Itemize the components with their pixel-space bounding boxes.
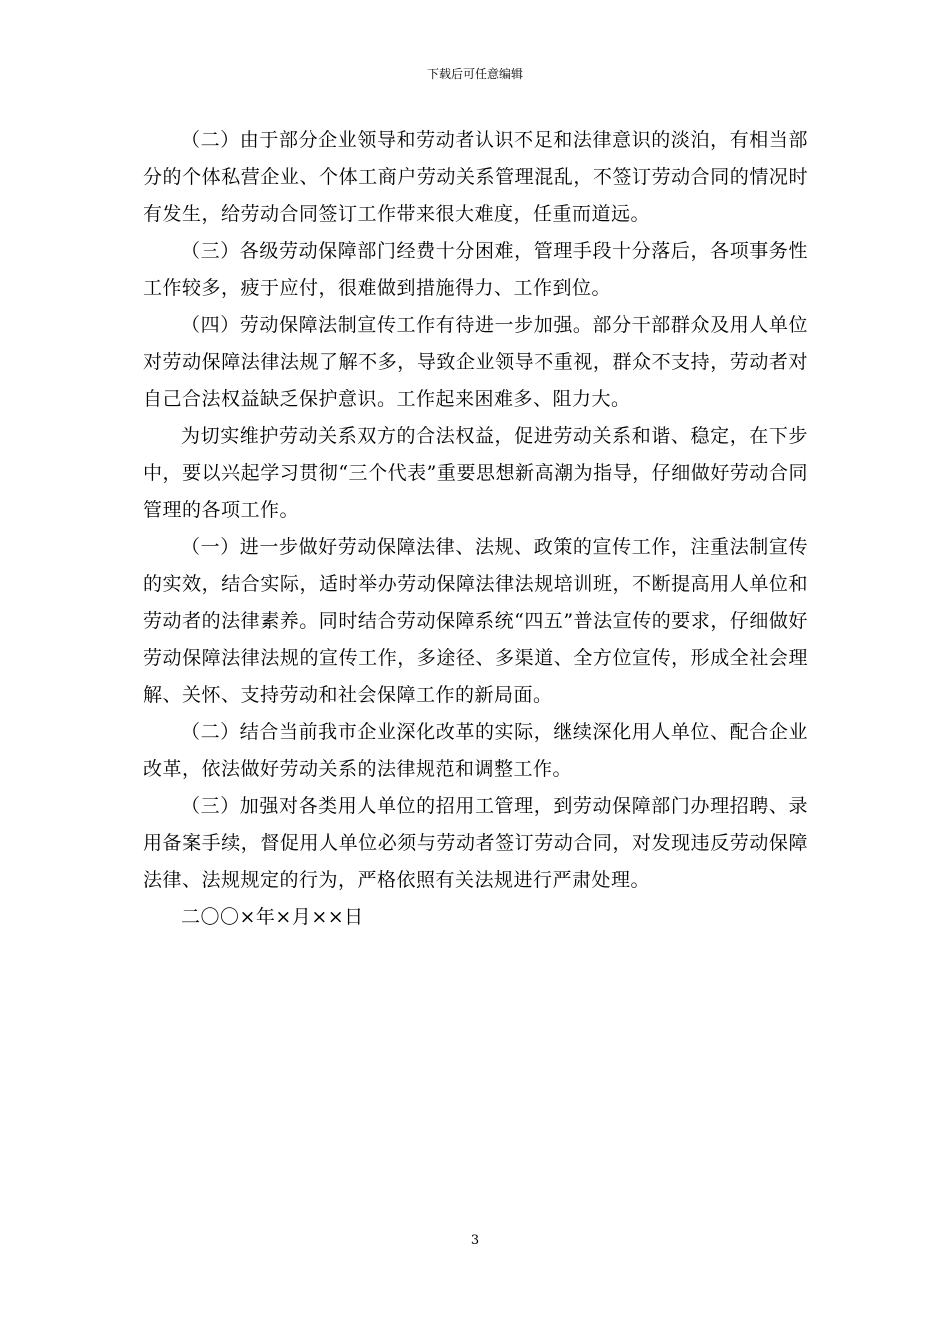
document-body xyxy=(143,122,808,936)
page-number: 3 xyxy=(470,1233,480,1248)
paragraph: （三）各级劳动保障部门经费十分困难，管理手段十分落后，各项事务性工作较多，疲于应付，很难做到措施得力、工作到位。 xyxy=(143,240,808,299)
paragraph: （二）结合当前我市企业深化改革的实际，继续深化用人单位、配合企业改革，依法做好劳动关系的法律规范和调整工作。 xyxy=(143,721,808,780)
paragraph: （二）由于部分企业领导和劳动者认识不足和法律意识的淡泊，有相当部分的个体私营企业、个体工商户劳动关系管理混乱，不签订劳动合同的情况时有发生，给劳动合同签订工作带来很大难度，任重而道远。 xyxy=(143,129,808,225)
document-date: 二〇〇×年×月××日 xyxy=(181,906,364,928)
paragraph: （一）进一步做好劳动保障法律、法规、政策的宣传工作，注重法制宣传的实效，结合实际，适时举办劳动保障法律法规培训班，不断提高用人单位和劳动者的法律素养。同时结合劳动保障系统“四五”普法宣传的要求，仔细做好劳动保障法律法规的宣传工作，多途径、多渠道、全方位宣传，形成全社会理解、关怀、支持劳动和社会保障工作的新局面。 xyxy=(143,536,808,706)
page-header: 下载后可任意编辑 xyxy=(426,67,523,81)
paragraph: 为切实维护劳动关系双方的合法权益，促进劳动关系和谐、稳定，在下步中，要以兴起学习贯彻“三个代表”重要思想新高潮为指导，仔细做好劳动合同管理的各项工作。 xyxy=(143,425,808,521)
paragraph: （三）加强对各类用人单位的招用工管理，到劳动保障部门办理招聘、录用备案手续，督促用人单位必须与劳动者签订劳动合同，对发现违反劳动保障法律、法规规定的行为，严格依照有关法规进行严肃处理。 xyxy=(143,795,808,891)
paragraph: （四）劳动保障法制宣传工作有待进一步加强。部分干部群众及用人单位对劳动保障法律法规了解不多，导致企业领导不重视，群众不支持，劳动者对自己合法权益缺乏保护意识。工作起来困难多、阻力大。 xyxy=(143,314,808,410)
